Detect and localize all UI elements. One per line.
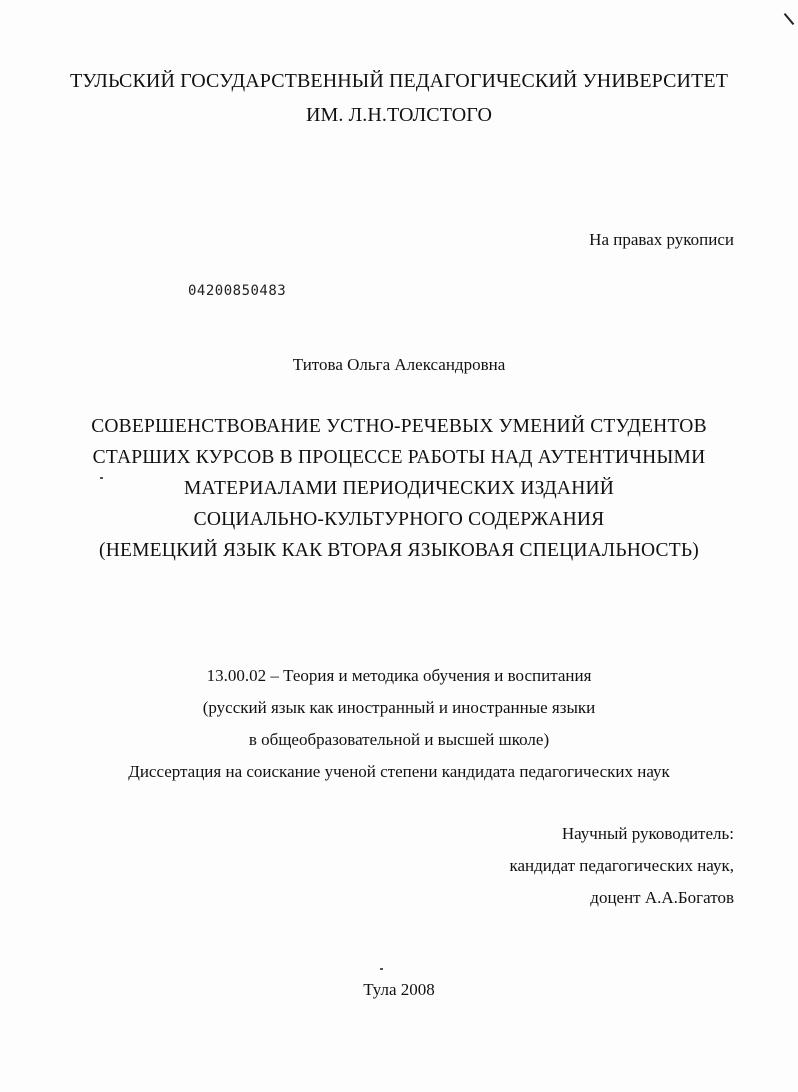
title-line: СТАРШИХ КУРСОВ В ПРОЦЕССЕ РАБОТЫ НАД АУТЕНТИЧНЫМИ bbox=[92, 447, 706, 468]
title-line: МАТЕРИАЛАМИ ПЕРИОДИЧЕСКИХ ИЗДАНИЙ bbox=[183, 478, 615, 499]
specialty-line: в общеобразовательной и высшей школе) bbox=[248, 730, 550, 749]
university-name-line-2: ИМ. Л.Н.ТОЛСТОГО bbox=[305, 104, 493, 126]
specialty-line: (русский язык как иностранный и иностранные языки bbox=[202, 698, 596, 717]
catalog-number: 04200850483 bbox=[188, 283, 287, 299]
supervisor-name: доцент А.А.Богатов bbox=[590, 888, 734, 907]
title-line: СОВЕРШЕНСТВОВАНИЕ УСТНО-РЕЧЕВЫХ УМЕНИЙ СТУДЕНТОВ bbox=[91, 416, 707, 437]
city-year: Тула 2008 bbox=[363, 980, 435, 999]
title-line: СОЦИАЛЬНО-КУЛЬТУРНОГО СОДЕРЖАНИЯ bbox=[193, 509, 605, 530]
scan-artifact-dot bbox=[380, 968, 383, 970]
university-name-line-1: ТУЛЬСКИЙ ГОСУДАРСТВЕННЫЙ ПЕДАГОГИЧЕСКИЙ УНИВЕРСИТЕТ bbox=[69, 70, 729, 92]
degree-line: Диссертация на соискание ученой степени кандидата педагогических наук bbox=[128, 762, 670, 781]
supervisor-label: Научный руководитель: bbox=[561, 824, 734, 843]
rights-note: На правах рукописи bbox=[589, 230, 734, 249]
scan-artifact-mark bbox=[784, 13, 795, 25]
title-line: (НЕМЕЦКИЙ ЯЗЫК КАК ВТОРАЯ ЯЗЫКОВАЯ СПЕЦИАЛЬНОСТЬ) bbox=[99, 540, 699, 561]
author-name: Титова Ольга Александровна bbox=[292, 355, 506, 374]
specialty-line: 13.00.02 – Теория и методика обучения и воспитания bbox=[206, 666, 592, 685]
supervisor-degree: кандидат педагогических наук, bbox=[509, 856, 734, 875]
